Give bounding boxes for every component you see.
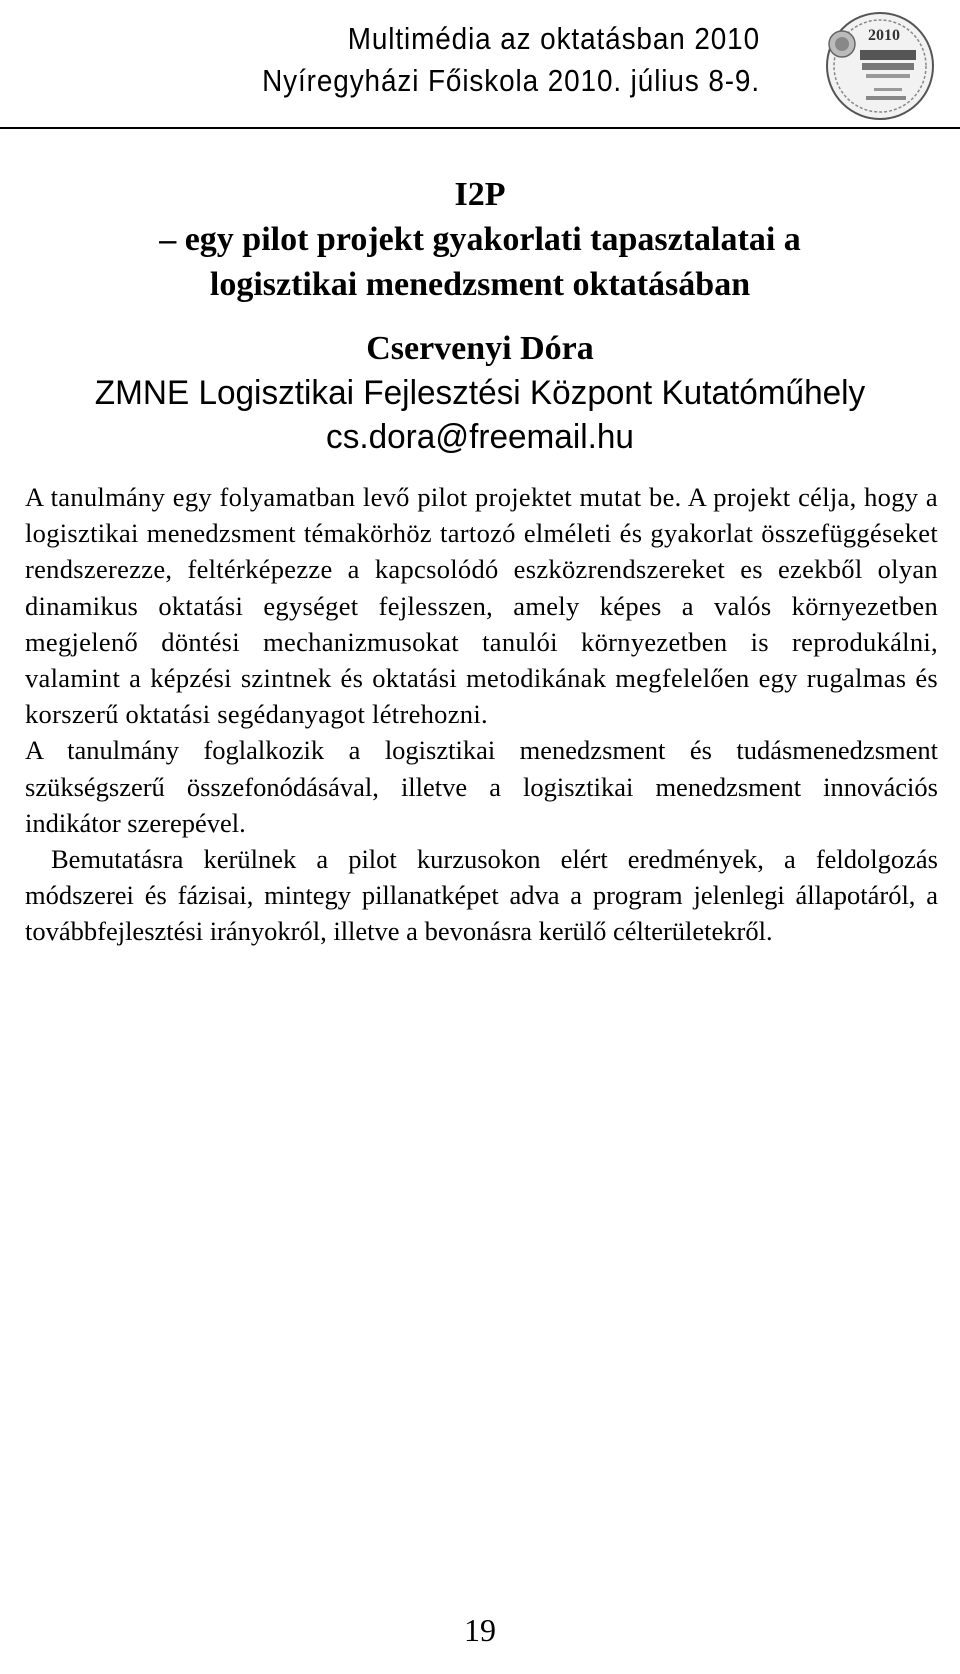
author-name: Cservenyi Dóra <box>366 330 594 367</box>
author-affiliation: ZMNE Logisztikai Fejlesztési Központ Kutatóműhely <box>94 374 866 412</box>
abstract-paragraph-2: A tanulmány foglalkozik a logisztikai menedzsment és tudásmenedzsment szükségszerű összefonódásával, illetve a logisztikai menedzsment innovációs indikátor szerepével. <box>25 735 938 838</box>
title-line-2: – egy pilot projekt gyakorlati tapasztalatai a <box>159 221 801 258</box>
seal-year: 2010 <box>868 27 900 44</box>
author-info <box>0 327 960 459</box>
author-email: cs.dora@freemail.hu <box>326 418 634 456</box>
conference-seal-logo <box>820 10 940 122</box>
title-acronym: I2P <box>454 176 506 213</box>
page-number: 19 <box>464 1612 496 1648</box>
abstract-paragraph-3: Bemutatásra kerülnek a pilot kurzusokon elért eredmények, a feldolgozás módszerei és fázisai, mintegy pillanatképet adva a program jelenlegi állapotáról, a továbbfejlesztési irányokról, illetve a bevonásra kerülő célterületekről. <box>25 844 938 947</box>
seal-graphic <box>820 10 940 122</box>
header-divider <box>0 127 960 129</box>
paper-title <box>0 172 960 307</box>
title-line-3: logisztikai menedzsment oktatásában <box>209 266 751 303</box>
abstract <box>25 479 938 950</box>
running-header <box>76 18 760 102</box>
header-conference-title: Multimédia az oktatásban 2010 <box>347 21 760 56</box>
abstract-paragraph-1: A tanulmány egy folyamatban levő pilot projektet mutat be. A projekt célja, hogy a logisztikai menedzsment témakörhöz tartozó elméleti és gyakorlat összefüggéseket rendszerezze, feltérképezze a kapcsolódó eszközrendszereket es ezekből olyan dinamikus oktatási egységet fejlesszen, amely képes a valós környezetben megjelenő döntési mechanizmusokat tanulói környezetben is reprodukálni, valamint a képzési szintnek és oktatási metodikának megfelelően egy rugalmas és korszerű oktatási segédanyagot létrehozni. <box>25 482 938 730</box>
header-venue-date: Nyíregyházi Főiskola 2010. július 8-9. <box>262 63 760 98</box>
